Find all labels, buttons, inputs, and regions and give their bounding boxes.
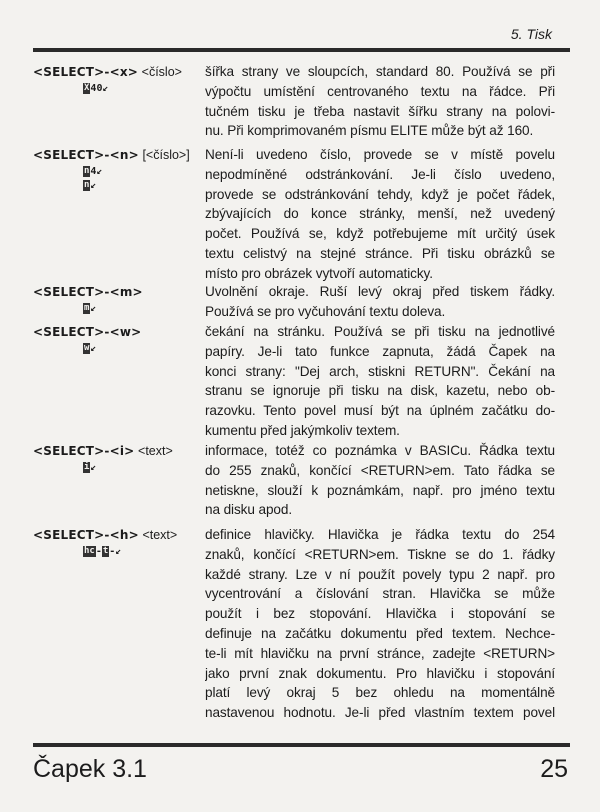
key-text: 4↙	[90, 166, 103, 177]
page-number: 25	[540, 755, 568, 783]
command-name: <SELECT>-<w>	[33, 325, 142, 339]
description-line: razovku. Tento povel musí být na úplném začátku do-	[205, 403, 555, 419]
key-glyph: w	[84, 342, 90, 353]
command-param: <text>	[138, 444, 173, 458]
key-sequence	[33, 342, 201, 356]
description-line: textu celistvý na stejné stránce. Při tisku obrázků se	[205, 245, 555, 261]
description-line: na disku apod.	[205, 502, 293, 518]
key-text: ↙	[90, 303, 97, 314]
description-line: nepodmíněné odstránkování. Je-li číslo uvedeno,	[205, 166, 555, 182]
command-syntax	[33, 282, 201, 316]
key-text: ↙	[90, 462, 97, 473]
command-name: <SELECT>-<n>	[33, 148, 139, 162]
key-sequence	[33, 545, 201, 559]
description-line: konci strany: "Dej arch, stiskni RETURN". Čekání na	[205, 363, 555, 379]
command-description	[205, 62, 555, 141]
description-line: výpočtu umístění centrovaného textu na řádce. Při	[205, 83, 555, 99]
command-name: <SELECT>-<h>	[33, 528, 139, 542]
description-line: papíry. Je-li tato funkce zapnuta, žádá Čapek na	[205, 343, 555, 359]
key-sequence	[33, 82, 201, 96]
command-description	[205, 441, 555, 520]
command-entry	[33, 525, 558, 730]
key-text: ↙	[90, 180, 97, 191]
description-line: znaků, končící <RETURN>em. Tiskne se do 1. řádky	[205, 546, 555, 562]
description-line: Používá se pro vyčuhování textu doleva.	[205, 303, 446, 319]
key-text: 40↙	[90, 83, 109, 94]
description-line: použít i bez stopování. Hlavička i stopování se	[205, 606, 555, 622]
command-syntax	[33, 145, 201, 193]
description-line: informace, totéž co poznámka v BASICu. Řádka textu	[205, 443, 555, 458]
description-line: tučném tisku je třeba nastavit šířku strany na polovi-	[205, 103, 555, 119]
description-line: kumentu před jakýmkoliv textem.	[205, 422, 400, 438]
key-text: -	[95, 546, 102, 557]
command-entry	[33, 145, 558, 285]
description-line: platí levý okraj 5 bez ohledu na momentálně	[205, 685, 555, 701]
chapter-title: 5. Tisk	[510, 26, 552, 42]
command-syntax	[33, 322, 201, 356]
description-line: místo pro obrázek vytvoří automaticky.	[205, 265, 433, 281]
description-line: netiskne, slouží k poznámkám, např. pro jméno textu	[205, 482, 555, 498]
description-line: definuje na začátku dokumentu před textem. Nechce-	[205, 625, 555, 641]
description-line: nu. Při komprimovaném písmu ELITE může být až 160.	[205, 123, 534, 139]
description-line: vycentrování a číslování stran. Hlavička se může	[205, 586, 555, 602]
command-entry	[33, 62, 558, 144]
key-glyph: n	[84, 165, 90, 176]
command-description	[205, 525, 555, 723]
key-glyph: X	[84, 82, 90, 93]
description-line: Uvolnění okraje. Ruší levý okraj před tiskem řádky.	[205, 284, 555, 299]
command-syntax	[33, 525, 201, 559]
command-name: <SELECT>-<i>	[33, 444, 135, 458]
key-glyph: n	[84, 179, 90, 190]
footer-product-name: Čapek 3.1	[33, 755, 147, 783]
key-text: -↙	[109, 546, 122, 557]
key-sequence	[33, 302, 201, 316]
description-line: Není-li uvedeno číslo, provede se v místě povelu	[205, 147, 555, 162]
command-name: <SELECT>-<x>	[33, 65, 139, 79]
command-param: <text>	[142, 528, 178, 542]
description-line: do 255 znaků, končící <RETURN>em. Tato řádka se	[205, 462, 555, 478]
command-syntax	[33, 62, 201, 96]
description-line: šířka strany ve sloupcích, standard 80. Používá se při	[205, 64, 555, 79]
command-syntax	[33, 441, 201, 475]
key-sequence	[33, 461, 201, 475]
command-param: [<číslo>]	[142, 148, 190, 162]
description-line: čekání na stránku. Používá se při tisku na jednotlivé	[205, 324, 555, 339]
footer-rule	[33, 743, 570, 747]
key-text: ↙	[90, 343, 97, 354]
command-param: <číslo>	[141, 65, 182, 79]
command-entry	[33, 282, 558, 322]
description-line: provede se odstránkování tehdy, když je počet řádek,	[205, 186, 555, 202]
command-entry	[33, 441, 558, 523]
command-entry	[33, 322, 558, 442]
header-rule	[33, 48, 570, 52]
command-description	[205, 322, 555, 441]
description-line: jako první znak dokumentu. Pro hlavičku i stopování	[205, 665, 555, 681]
key-glyph: m	[84, 302, 90, 313]
command-description	[205, 145, 555, 284]
description-line: zbývajících do konce stránky, menší, než uvedený	[205, 206, 555, 222]
key-glyph: hc	[84, 545, 95, 556]
command-name: <SELECT>-<m>	[33, 285, 143, 299]
description-line: te-li mít hlavičku na první stránce, zadejte <RETURN>	[205, 645, 555, 661]
description-line: stranu se ignoruje při tisku na disk, kazetu, nebo ob-	[205, 383, 555, 399]
command-description	[205, 282, 555, 322]
key-sequence	[33, 165, 201, 179]
key-glyph: t	[102, 545, 109, 556]
key-glyph: i	[84, 461, 90, 472]
key-sequence	[33, 179, 201, 193]
description-line: definice hlavičky. Hlavička je řádka textu do 254	[205, 527, 555, 542]
description-line: počet. Používá se, když potřebujeme mít určitý úsek	[205, 226, 555, 242]
description-line: každé strany. Lze v ní použít povely typu 2 např. pro	[205, 566, 555, 582]
description-line: nastavenou hodnotu. Je-li před vlastním textem povel	[205, 705, 555, 721]
